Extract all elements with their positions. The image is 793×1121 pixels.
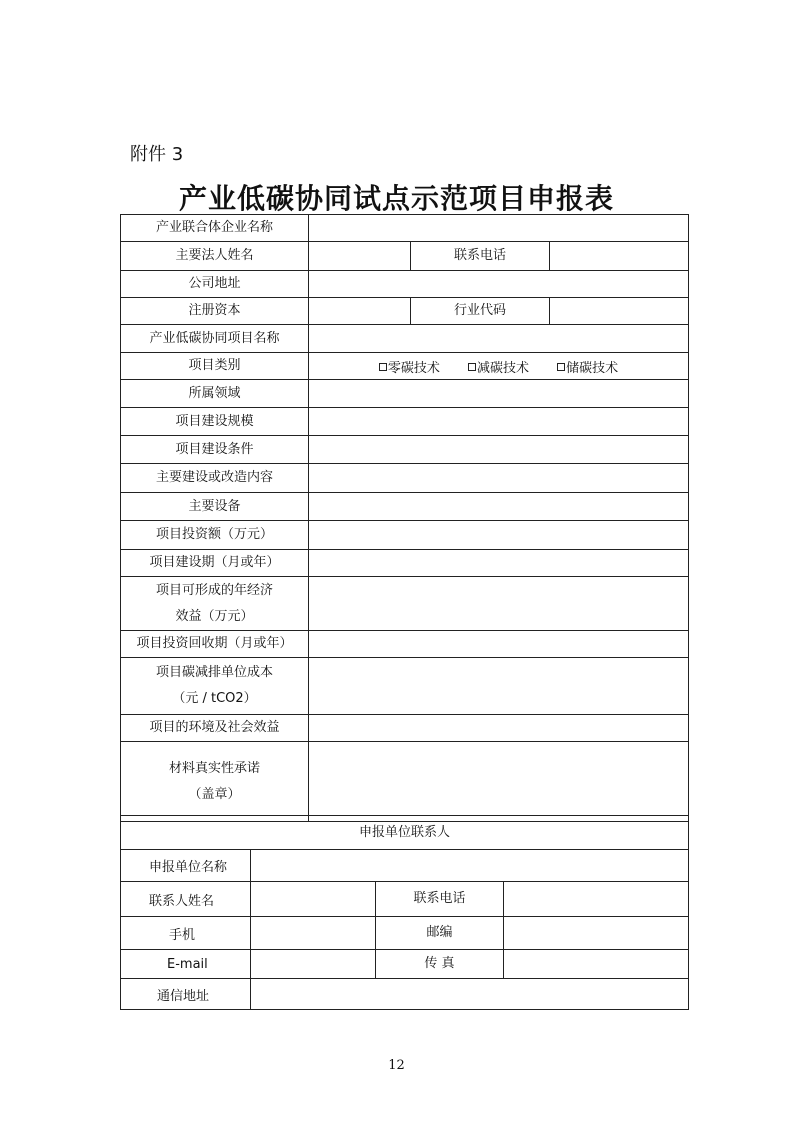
contact-name-label: 联系人姓名 [121, 882, 251, 917]
project-category-label: 项目类别 [121, 353, 309, 380]
construction-conditions-label: 项目建设条件 [121, 436, 309, 464]
unit-cost-field[interactable] [309, 658, 689, 715]
project-category-options [309, 353, 689, 380]
email-label: E-mail [121, 950, 251, 979]
mobile-label: 手机 [121, 917, 251, 950]
project-name-field[interactable] [309, 325, 689, 353]
legal-rep-field[interactable] [309, 242, 411, 271]
fax-field[interactable] [504, 950, 689, 979]
registered-capital-field[interactable] [309, 298, 411, 325]
category-option-carbon-reduction[interactable]: 减碳技术 [468, 357, 529, 376]
env-social-benefit-field[interactable] [309, 715, 689, 742]
unit-name-field[interactable] [251, 850, 689, 882]
category-option-carbon-storage[interactable]: 储碳技术 [557, 357, 618, 376]
unit-cost-line2: （元 / tCO2） [172, 691, 257, 706]
registered-capital-label: 注册资本 [121, 298, 309, 325]
unit-cost-line1: 项目碳减排单位成本 [155, 665, 273, 680]
contact-section-phone-label: 联系电话 [376, 882, 504, 917]
mail-address-field[interactable] [251, 979, 689, 1010]
annual-benefit-line1: 项目可形成的年经济 [155, 582, 273, 598]
unit-name-label: 申报单位名称 [121, 850, 251, 882]
checkbox-icon[interactable] [557, 363, 565, 371]
construction-period-label: 项目建设期（月或年） [121, 550, 309, 577]
env-social-benefit-label: 项目的环境及社会效益 [121, 715, 309, 742]
construction-conditions-field[interactable] [309, 436, 689, 464]
category-option-zero-carbon[interactable]: 零碳技术 [379, 357, 440, 376]
investment-field[interactable] [309, 521, 689, 550]
field-domain-field[interactable] [309, 380, 689, 408]
project-application-table [120, 214, 689, 822]
contact-table [120, 815, 689, 1010]
construction-scale-field[interactable] [309, 408, 689, 436]
company-address-field[interactable] [309, 271, 689, 298]
industry-code-label: 行业代码 [411, 298, 550, 325]
annual-benefit-line2: 效益（万元） [175, 608, 254, 624]
construction-period-field[interactable] [309, 550, 689, 577]
contact-section-header: 申报单位联系人 [121, 816, 689, 850]
checkbox-icon[interactable] [468, 363, 476, 371]
main-equipment-label: 主要设备 [121, 493, 309, 521]
legal-rep-label: 主要法人姓名 [121, 242, 309, 271]
contact-section-phone-field[interactable] [504, 882, 689, 917]
field-domain-label: 所属领域 [121, 380, 309, 408]
investment-label: 项目投资额（万元） [121, 521, 309, 550]
form-title: 产业低碳协同试点示范项目申报表 [178, 182, 614, 215]
project-name-label: 产业低碳协同项目名称 [121, 325, 309, 353]
page-number: 12 [388, 1058, 405, 1073]
mobile-field[interactable] [251, 917, 376, 950]
commitment-line2: （盖章） [188, 786, 241, 802]
payback-period-field[interactable] [309, 631, 689, 658]
main-equipment-field[interactable] [309, 493, 689, 521]
contact-phone-label: 联系电话 [411, 242, 550, 271]
annual-benefit-field[interactable] [309, 577, 689, 631]
fax-label: 传 真 [376, 950, 504, 979]
attachment-label: 附件 3 [130, 144, 184, 165]
main-content-field[interactable] [309, 464, 689, 493]
commitment-line1: 材料真实性承诺 [168, 760, 260, 776]
main-content-label: 主要建设或改造内容 [121, 464, 309, 493]
commitment-seal-field[interactable] [309, 742, 689, 822]
contact-phone-field[interactable] [550, 242, 689, 271]
contact-name-field[interactable] [251, 882, 376, 917]
mail-address-label: 通信地址 [121, 979, 251, 1010]
consortium-name-field[interactable] [309, 215, 689, 242]
postcode-field[interactable] [504, 917, 689, 950]
email-field[interactable] [251, 950, 376, 979]
postcode-label: 邮编 [376, 917, 504, 950]
annual-benefit-label [121, 577, 309, 631]
commitment-label [121, 742, 309, 822]
construction-scale-label: 项目建设规模 [121, 408, 309, 436]
payback-period-label: 项目投资回收期（月或年） [121, 631, 309, 658]
consortium-name-label: 产业联合体企业名称 [121, 215, 309, 242]
industry-code-field[interactable] [550, 298, 689, 325]
checkbox-icon[interactable] [379, 363, 387, 371]
company-address-label: 公司地址 [121, 271, 309, 298]
unit-cost-label [121, 658, 309, 715]
